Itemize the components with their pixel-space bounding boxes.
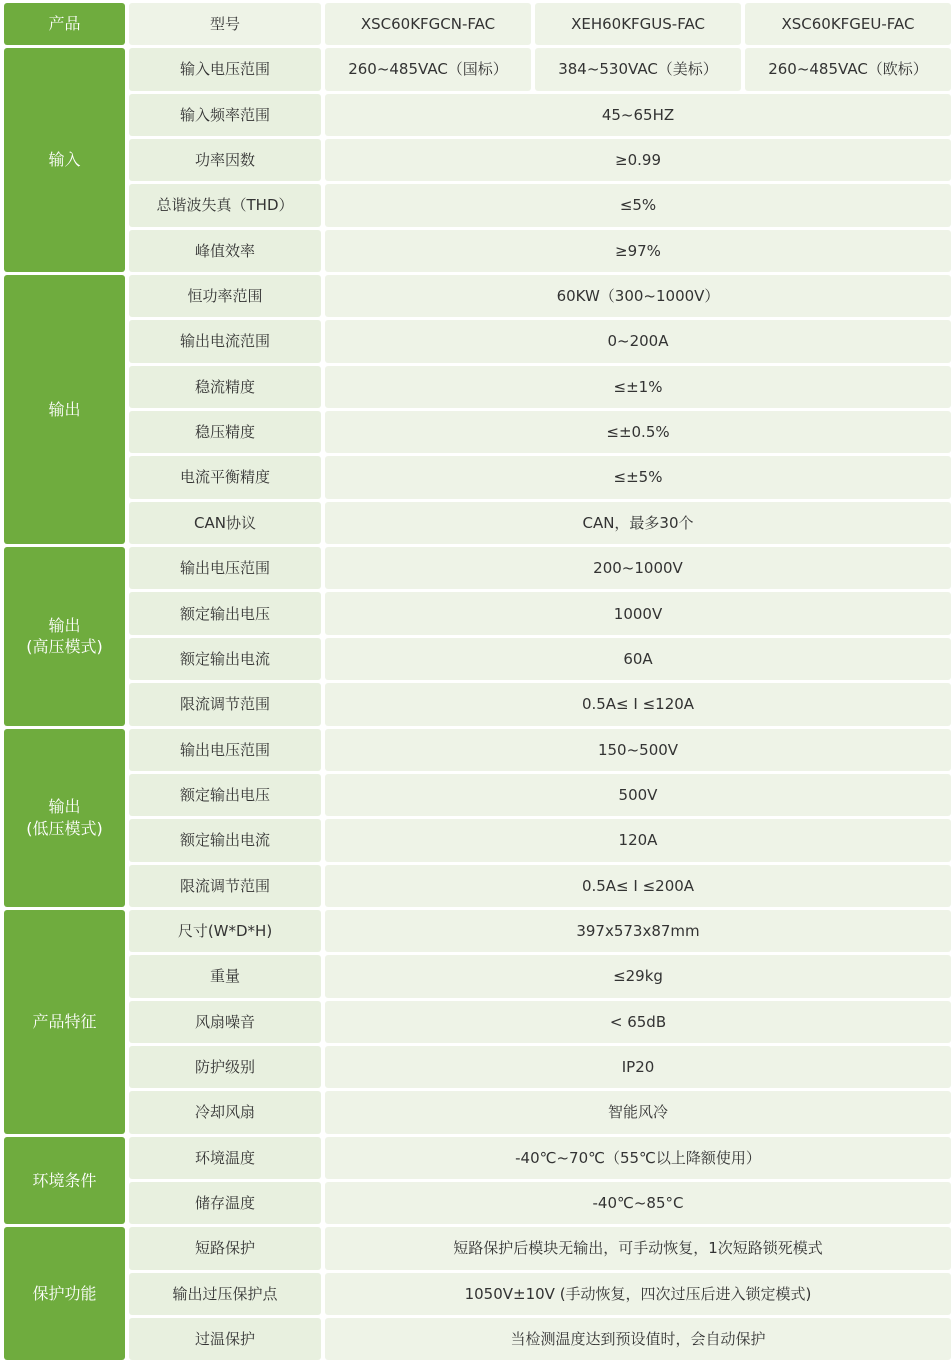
spec-value: ≤29kg [325,955,951,997]
spec-label: 储存温度 [129,1182,321,1224]
spec-value: 500V [325,774,951,816]
spec-value: ≤5% [325,184,951,226]
spec-label: 总谐波失真（THD） [129,184,321,226]
category-cell [4,547,125,725]
spec-label: 功率因数 [129,139,321,181]
spec-value: 60KW（300~1000V） [325,275,951,317]
spec-value: CAN，最多30个 [325,502,951,544]
category-label: 输出 [48,615,81,635]
spec-label: 额定输出电流 [129,819,321,861]
spec-label: 恒功率范围 [129,275,321,317]
category-cell [4,729,125,907]
category-label: 输入 [48,150,81,170]
spec-label: 限流调节范围 [129,683,321,725]
spec-label: 输出过压保护点 [129,1273,321,1315]
spec-value: 1050V±10V (手动恢复，四次过压后进入锁定模式) [325,1273,951,1315]
spec-value: 0.5A≤ I ≤120A [325,683,951,725]
spec-label: CAN协议 [129,502,321,544]
category-cell [4,1227,125,1360]
spec-value: 短路保护后模块无输出，可手动恢复，1次短路锁死模式 [325,1227,951,1269]
category-cell [4,275,125,544]
spec-label: 输出电压范围 [129,729,321,771]
spec-value: 260~485VAC（欧标） [745,48,951,90]
spec-value: 0~200A [325,320,951,362]
header-model-label: 型号 [129,3,321,45]
spec-value: -40℃~85°C [325,1182,951,1224]
spec-label: 输入频率范围 [129,94,321,136]
spec-label: 输出电流范围 [129,320,321,362]
spec-label: 过温保护 [129,1318,321,1360]
spec-value: ≥0.99 [325,139,951,181]
category-label: 保护功能 [32,1284,97,1303]
category-cell [4,48,125,272]
spec-label: 输入电压范围 [129,48,321,90]
spec-value: 当检测温度达到预设值时，会自动保护 [325,1318,951,1360]
category-label: (高压模式) [26,637,103,657]
spec-value: 384~530VAC（美标） [535,48,741,90]
spec-label: 尺寸(W*D*H) [129,910,321,952]
spec-value: ≥97% [325,230,951,272]
spec-label: 重量 [129,955,321,997]
header-model-2: XEH60KFGUS-FAC [535,3,741,45]
spec-value: 0.5A≤ I ≤200A [325,865,951,907]
category-label: 产品特征 [32,1011,97,1031]
category-label: 输出 [48,797,81,817]
spec-value: ≤±0.5% [325,411,951,453]
spec-value: 150~500V [325,729,951,771]
spec-label: 冷却风扇 [129,1091,321,1133]
spec-value: 120A [325,819,951,861]
category-label: 环境条件 [32,1170,97,1190]
spec-label: 电流平衡精度 [129,456,321,498]
spec-value: ≤±1% [325,366,951,408]
spec-value: 45~65HZ [325,94,951,136]
spec-value: 60A [325,638,951,680]
category-label: (低压模式) [26,818,103,838]
spec-label: 额定输出电压 [129,774,321,816]
spec-value: < 65dB [325,1001,951,1043]
category-label: 输出 [48,399,81,419]
header-model-3: XSC60KFGEU-FAC [745,3,951,45]
spec-value: -40℃~70℃（55℃以上降额使用） [325,1137,951,1179]
spec-label: 限流调节范围 [129,865,321,907]
spec-value: 397x573x87mm [325,910,951,952]
category-cell [4,1137,125,1225]
spec-label: 环境温度 [129,1137,321,1179]
spec-label: 额定输出电压 [129,592,321,634]
spec-label: 防护级别 [129,1046,321,1088]
spec-label: 输出电压范围 [129,547,321,589]
header-product-cell: 产品 [4,3,125,45]
spec-value: 1000V [325,592,951,634]
spec-label: 峰值效率 [129,230,321,272]
spec-label: 风扇噪音 [129,1001,321,1043]
spec-value: IP20 [325,1046,951,1088]
category-cell [4,910,125,1134]
spec-value: 260~485VAC（国标） [325,48,531,90]
spec-value: ≤±5% [325,456,951,498]
header-model-1: XSC60KFGCN-FAC [325,3,531,45]
spec-label: 额定输出电流 [129,638,321,680]
spec-value: 200~1000V [325,547,951,589]
spec-label: 稳流精度 [129,366,321,408]
spec-label: 短路保护 [129,1227,321,1269]
spec-value: 智能风冷 [325,1091,951,1133]
spec-label: 稳压精度 [129,411,321,453]
